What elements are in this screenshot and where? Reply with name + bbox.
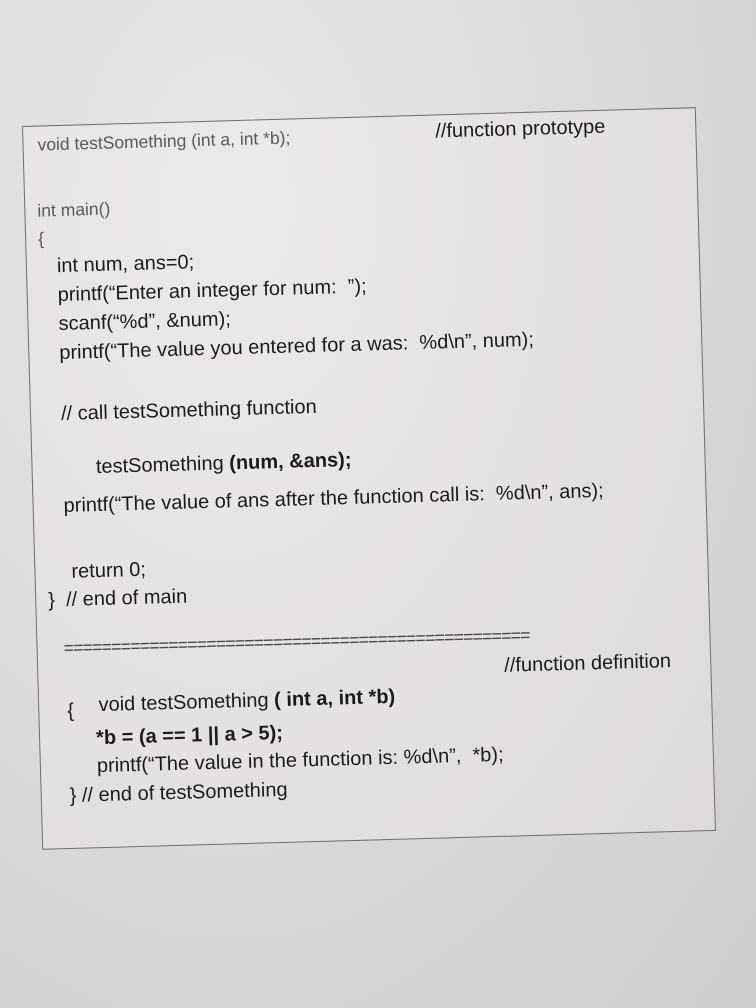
- definition-open-brace: {: [67, 699, 75, 722]
- call-arguments: (num, &ans);: [228, 448, 352, 475]
- prototype-line: void testSomething (int a, int *b);: [37, 127, 291, 155]
- separator-line: =================================================: [63, 625, 530, 659]
- definition-comment: //function definition: [503, 650, 672, 677]
- echo-printf-line: printf(“The value you entered for a was: %d\n”, num);: [59, 328, 535, 365]
- prototype-comment: //function prototype: [435, 115, 606, 143]
- main-signature: int main(): [37, 198, 111, 221]
- return-line: return 0;: [71, 558, 147, 583]
- call-comment: // call testSomething function: [60, 395, 317, 426]
- after-call-printf-line: printf(“The value of ans after the function call is: %d\n”, ans);: [63, 479, 604, 517]
- end-of-main-line: } // end of main: [47, 585, 188, 612]
- definition-parameters: ( int a, int *b): [273, 685, 396, 712]
- definition-function-name: void testSomething: [98, 689, 275, 717]
- prompt-printf-line: printf(“Enter an integer for num: ”);: [57, 275, 367, 307]
- declaration-line: int num, ans=0;: [56, 251, 195, 278]
- code-box: [22, 107, 716, 850]
- assignment-line: *b = (a == 1 || a > 5);: [95, 721, 284, 750]
- call-function-name: testSomething: [95, 452, 230, 479]
- main-open-brace: {: [37, 228, 45, 249]
- scanf-line: scanf(“%d”, &num);: [58, 308, 232, 336]
- function-printf-line: printf(“The value in the function is: %d\n”, *b);: [96, 743, 504, 778]
- end-of-function-line: } // end of testSomething: [69, 778, 288, 807]
